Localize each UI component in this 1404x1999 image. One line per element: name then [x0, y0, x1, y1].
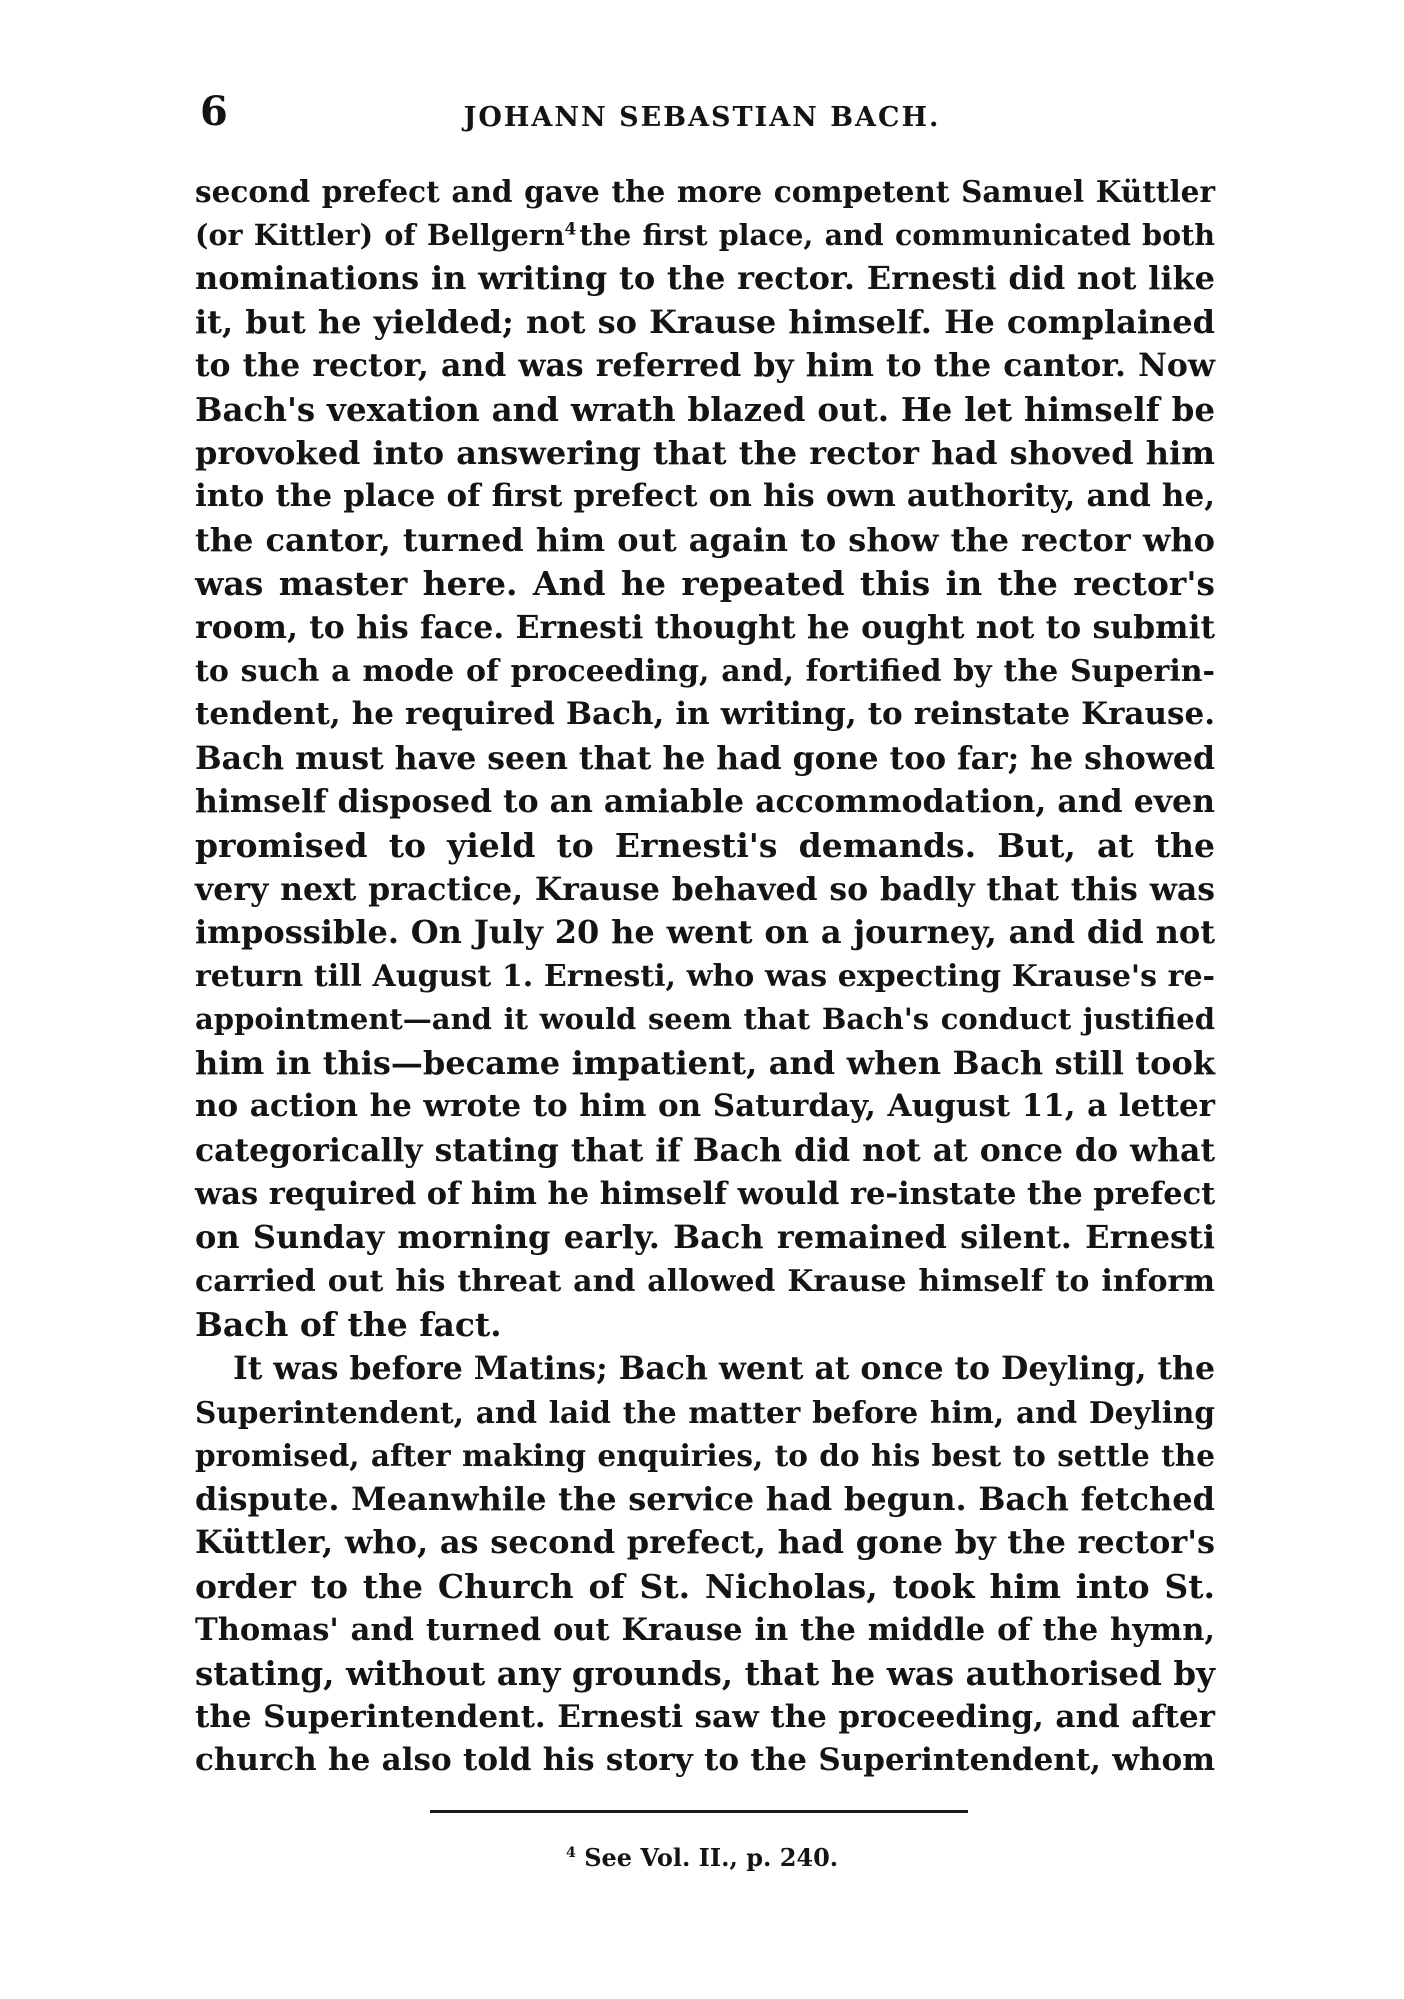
footnote	[0, 1843, 1404, 1873]
text-line: no action he wrote to him on Saturday, August 11, a letter	[195, 1088, 1215, 1125]
text-line: tendent, he required Bach, in writing, to reinstate Krause.	[195, 696, 1215, 733]
text-line: the cantor, turned him out again to show the rector who	[195, 520, 1215, 559]
text-line: Thomas' and turned out Krause in the middle of the hymn,	[195, 1611, 1215, 1648]
text-line: dispute. Meanwhile the service had begun. Bach fetched	[195, 1479, 1215, 1518]
text-line: promised to yield to Ernesti's demands. But, at the	[195, 825, 1215, 865]
text-line: Küttler, who, as second prefect, had gone by the rector's	[195, 1523, 1215, 1562]
text-line-start: (or Kittler) of Bellgern	[195, 217, 565, 252]
text-line: carried out his threat and allowed Krause himself to inform	[195, 1263, 1215, 1299]
footnote-mark: 4	[565, 1844, 576, 1861]
text-line: church he also told his story to the Superintendent, whom	[195, 1742, 1215, 1779]
text-line: Superintendent, and laid the matter before him, and Deyling	[195, 1394, 1215, 1430]
text-line-end: the first place, and communicated both	[579, 217, 1215, 252]
text-line: was required of him he himself would re-instate the prefect	[195, 1175, 1216, 1212]
footnote-divider	[430, 1810, 968, 1813]
text-line: him in this—became impatient, and when Bach still took	[195, 1043, 1215, 1082]
text-line: return till August 1. Ernesti, who was expecting Krause's re-	[195, 958, 1215, 994]
page-number: 6	[200, 88, 228, 135]
text-line: was master here. And he repeated this in the rector's	[195, 564, 1215, 604]
text-line: to such a mode of proceeding, and, fortified by the Superin-	[195, 653, 1215, 689]
text-line: categorically stating that if Bach did not at once do what	[195, 1132, 1215, 1170]
text-line: to the rector, and was referred by him to the cantor. Now	[195, 347, 1215, 385]
text-line: second prefect and gave the more competent Samuel Küttler	[195, 174, 1215, 209]
text-line: stating, without any grounds, that he was authorised by	[195, 1654, 1215, 1694]
text-line: promised, after making enquiries, to do his best to settle the	[195, 1438, 1215, 1474]
text-line: Bach's vexation and wrath blazed out. He let himself be	[195, 389, 1215, 429]
text-line: it, but he yielded; not so Krause himself. He complained	[195, 302, 1215, 341]
text-line: nominations in writing to the rector. Ernesti did not like	[195, 259, 1215, 298]
text-line	[195, 214, 1215, 258]
text-line: impossible. On July 20 he went on a journey, and did not	[195, 913, 1215, 952]
running-head: JOHANN SEBASTIAN BACH.	[463, 102, 941, 133]
text-line: the Superintendent. Ernesti saw the proceeding, and after	[195, 1698, 1215, 1735]
text-line: room, to his face. Ernesti thought he ought not to submit	[195, 608, 1215, 646]
text-line: into the place of first prefect on his own authority, and he,	[195, 478, 1215, 515]
text-line: provoked into answering that the rector had shoved him	[195, 433, 1215, 472]
text-line: order to the Church of St. Nicholas, took him into St.	[195, 1567, 1215, 1606]
footnote-text: See Vol. II., p. 240.	[584, 1843, 839, 1872]
text-line: himself disposed to an amiable accommodation, and even	[195, 783, 1215, 821]
text-line: very next practice, Krause behaved so badly that this was	[195, 870, 1215, 908]
text-line: appointment—and it would seem that Bach's conduct justified	[195, 1002, 1215, 1037]
text-line: It was before Matins; Bach went at once to Deyling, the	[233, 1350, 1215, 1388]
text-line: Bach must have seen that he had gone too far; he showed	[195, 739, 1215, 777]
text-line: Bach of the fact.	[195, 1305, 502, 1345]
footnote-reference[interactable]: 4	[564, 219, 577, 240]
text-line: on Sunday morning early. Bach remained silent. Ernesti	[195, 1218, 1215, 1257]
body-text	[195, 170, 1215, 1783]
